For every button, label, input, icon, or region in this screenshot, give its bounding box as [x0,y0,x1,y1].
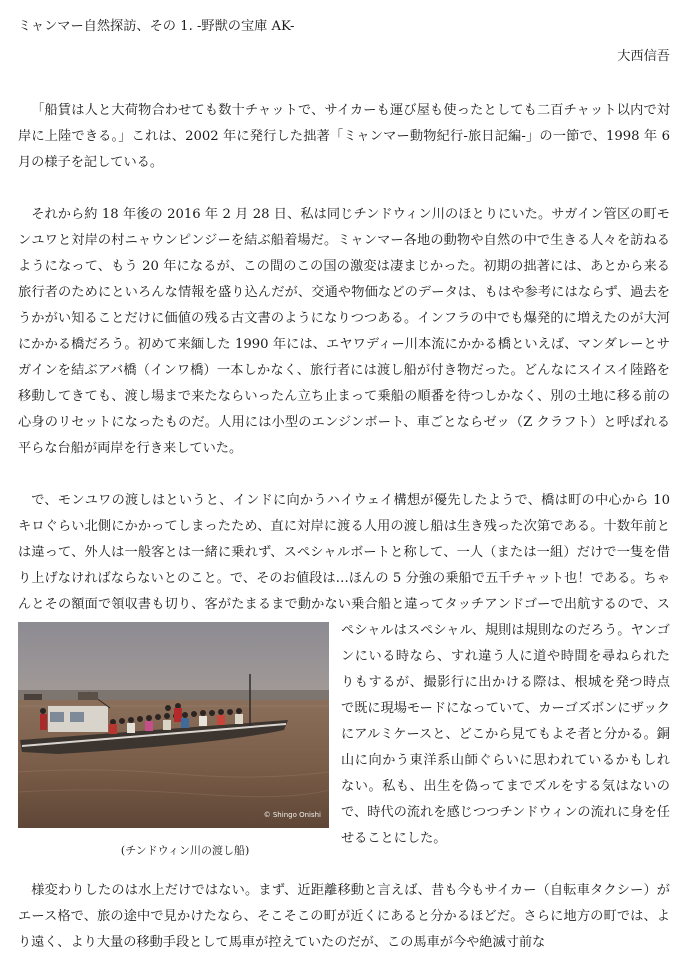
paragraph-3-text-cont: ンドゴーで出航するので、スペシャルはスペシャル、規則は規則なのだろう。ヤンゴンにいる時なら、すれ違う人に道や時間を尋ねられたりもするが、撮影行に出かける際は、根城を発つ時点で既に現場モードになっていて、カーゴズボンにザックにアルミケースと、どこから見てもよそ者と分かる。銅山に向かう東洋系山師ぐらいに思われているかもしれない。私も、出生を偽ってまでズルをする気はないので、時代の流れを感じつつチンドウィンの流れに身を任せることにした。 [341,597,670,846]
figure-caption: (チンドウィン川の渡し船) [120,844,250,857]
document-page [18,14,670,956]
paragraph-1: 「船賃は人と大荷物合わせても数十チャットで、サイカーも運び屋も使ったとしても二百チャット以内で対岸に上陸できる。」これは、2002 年に発行した拙著「ミャンマー動物紀行-旅日記編-」の一節で、1998 年 6 月の様子を記している。 [18,103,670,170]
paragraph-3 [18,488,670,857]
ferry-figure [18,622,329,860]
author-name: 大西信吾 [617,49,670,64]
ferry-photo-image [18,622,329,828]
paragraph-2: それから約 18 年後の 2016 年 2 月 28 日、私は同じチンドウィン川のほとりにいた。サガイン管区の町モンユワと対岸の村ニャウンピンジーを結ぶ船着場だ。ミャンマー各地の動物や自然の中で生きる人々を訪ねるようになって、もう 20 年になるが、この間のこの国の激変は凄まじかった。初期の拙著には、あとから来る旅行者のためにといろんな情報を盛り込んだが、交通や物価などのデータは、もはや参考にはならず、過去をうかがい知ることだけに価値の残る古文書のようになりつつある。インフラの中でも爆発的に増えたのが大河にかかる橋だろう。初めて来緬した 1990 年には、エヤワディー川本流にかかる橋といえば、マンダレーとサガインを結ぶアバ橋（インワ橋）一本しかなく、旅行者には渡し船が付き物だった。どんなにスイスイ陸路を移動してきても、渡し場まで来たならいったん立ち止まって乗船の順番を待つしかなく、別の土地に移る前の心身のリセットになったものだ。人用には小型のエンジンボート、車ごとならゼッ（Z クラフト）と呼ばれる平らな台船が両岸を行き来していた。 [18,207,670,456]
paragraph-3-text: で、モンユワの渡しはというと、インドに向かうハイウェイ構想が優先したようで、橋は町の中心から 10 キロぐらい北側にかかってしまったため、直に対岸に渡る人用の渡し船は生き残った次第である。十数年前とは違って、外人は一般客とは一緒に乗れず、スペシャルボートと称して、一人（または一組）だけで一隻を借り上げなければならないとのこと。で、そのお値段は…ほんの 5 分強の乗船で五千チャット也！である。ちゃんとその額面で領収書も切り、客がたまるまで動かない乗合船と違ってタッチア [18,493,670,612]
paragraph-4: 様変わりしたのは水上だけではない。まず、近距離移動と言えば、昔も今もサイカー（自転車タクシー）がエース格で、旅の途中で見かけたなら、そこそこの町が近くにあると分かるほどだ。さらに地方の町では、より遠く、より大量の移動手段として馬車が控えていたのだが、この馬車が今や絶滅寸前な [18,883,670,950]
paragraph-3-block [18,488,670,857]
photo-credit: © Shingo Onishi [263,811,321,819]
ferry-photo [18,622,329,828]
document-title: ミャンマー自然探訪、その 1. -野獣の宝庫 AK- [18,19,295,34]
